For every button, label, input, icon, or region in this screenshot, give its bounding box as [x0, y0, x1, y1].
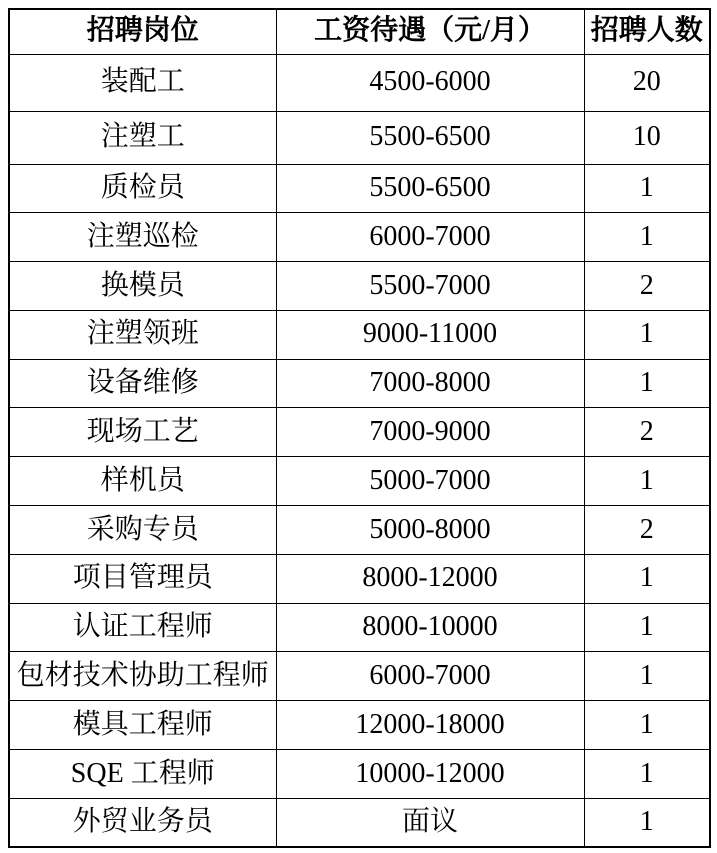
cell-headcount: 1 [584, 359, 710, 408]
cell-salary: 6000-7000 [276, 652, 584, 701]
recruitment-table [8, 8, 711, 848]
cell-salary: 8000-10000 [276, 603, 584, 652]
table-row [9, 54, 710, 111]
cell-position: 装配工 [9, 54, 276, 111]
cell-salary: 5500-6500 [276, 164, 584, 213]
cell-headcount: 1 [584, 457, 710, 506]
cell-salary: 5000-7000 [276, 457, 584, 506]
table-row [9, 359, 710, 408]
cell-headcount: 1 [584, 798, 710, 847]
table-row [9, 652, 710, 701]
cell-salary: 8000-12000 [276, 554, 584, 603]
cell-salary: 5000-8000 [276, 506, 584, 555]
cell-headcount: 20 [584, 54, 710, 111]
header-position: 招聘岗位 [9, 9, 276, 54]
table-row [9, 111, 710, 164]
cell-salary: 6000-7000 [276, 213, 584, 262]
table-row [9, 554, 710, 603]
cell-headcount: 1 [584, 652, 710, 701]
table-row [9, 262, 710, 311]
table-row [9, 701, 710, 750]
cell-headcount: 2 [584, 408, 710, 457]
cell-headcount: 1 [584, 554, 710, 603]
table-row [9, 213, 710, 262]
cell-position: 模具工程师 [9, 701, 276, 750]
cell-position: 质检员 [9, 164, 276, 213]
cell-position: 样机员 [9, 457, 276, 506]
cell-salary: 5500-6500 [276, 111, 584, 164]
header-headcount: 招聘人数 [584, 9, 710, 54]
table-row [9, 506, 710, 555]
cell-salary: 5500-7000 [276, 262, 584, 311]
table-row [9, 310, 710, 359]
cell-headcount: 1 [584, 701, 710, 750]
cell-position: 注塑工 [9, 111, 276, 164]
cell-salary: 7000-9000 [276, 408, 584, 457]
cell-salary: 4500-6000 [276, 54, 584, 111]
cell-position: 现场工艺 [9, 408, 276, 457]
table-row [9, 750, 710, 799]
table-row [9, 408, 710, 457]
cell-headcount: 1 [584, 750, 710, 799]
table-row [9, 164, 710, 213]
cell-position: 项目管理员 [9, 554, 276, 603]
cell-headcount: 1 [584, 164, 710, 213]
table-row [9, 457, 710, 506]
cell-salary: 7000-8000 [276, 359, 584, 408]
header-row [9, 9, 710, 54]
cell-headcount: 1 [584, 213, 710, 262]
cell-headcount: 1 [584, 310, 710, 359]
cell-headcount: 2 [584, 262, 710, 311]
cell-headcount: 10 [584, 111, 710, 164]
cell-headcount: 2 [584, 506, 710, 555]
table-header [9, 9, 710, 54]
cell-salary: 面议 [276, 798, 584, 847]
cell-position: 采购专员 [9, 506, 276, 555]
cell-position: 包材技术协助工程师 [9, 652, 276, 701]
cell-position: 外贸业务员 [9, 798, 276, 847]
cell-salary: 10000-12000 [276, 750, 584, 799]
cell-position: 认证工程师 [9, 603, 276, 652]
cell-headcount: 1 [584, 603, 710, 652]
cell-position: 设备维修 [9, 359, 276, 408]
table-row [9, 603, 710, 652]
cell-salary: 9000-11000 [276, 310, 584, 359]
header-salary: 工资待遇（元/月） [276, 9, 584, 54]
cell-position: 注塑巡检 [9, 213, 276, 262]
cell-position: 注塑领班 [9, 310, 276, 359]
table-body [9, 54, 710, 847]
cell-position: SQE 工程师 [9, 750, 276, 799]
cell-position: 换模员 [9, 262, 276, 311]
table-row [9, 798, 710, 847]
cell-salary: 12000-18000 [276, 701, 584, 750]
